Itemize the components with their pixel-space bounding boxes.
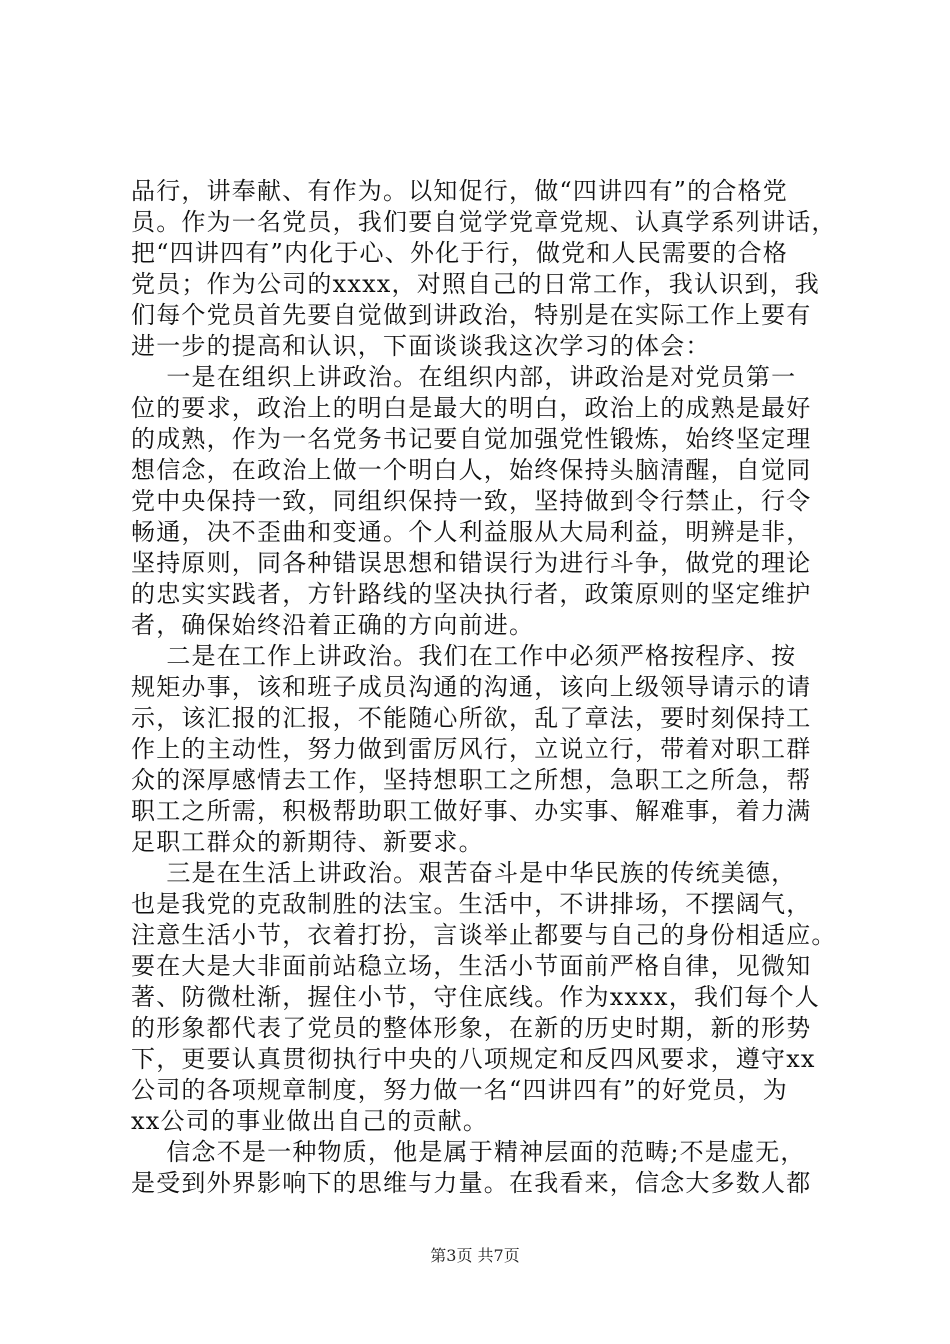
- text-line: 坚持原则，同各种错误思想和错误行为进行斗争，做党的理论: [131, 549, 812, 577]
- text-line: 是受到外界影响下的思维与力量。在我看来，信念大多数人都: [131, 1169, 812, 1197]
- text-line: 品行，讲奉献、有作为。以知促行，做“四讲四有”的合格党: [131, 177, 788, 205]
- text-line: 们每个党员首先要自觉做到讲政治，特别是在实际工作上要有: [131, 301, 812, 329]
- text-line: 员。作为一名党员，我们要自觉学党章党规、认真学系列讲话，: [131, 208, 837, 236]
- page-number-footer: 第3页 共7页: [430, 1246, 520, 1265]
- text-line: 党中央保持一致，同组织保持一致，坚持做到令行禁止，行令: [131, 487, 812, 515]
- text-line: 著、防微杜渐，握住小节，守住底线。作为xxxx，我们每个人: [131, 983, 820, 1011]
- text-line: 足职工群众的新期待、新要求。: [131, 828, 484, 856]
- text-line: 二是在工作上讲政治。我们在工作中必须严格按程序、按: [131, 642, 797, 670]
- text-line: 三是在生活上讲政治。艰苦奋斗是中华民族的传统美德，: [131, 859, 797, 887]
- text-line: 众的深厚感情去工作，坚持想职工之所想，急职工之所急，帮: [131, 766, 812, 794]
- text-line: 作上的主动性，努力做到雷厉风行，立说立行，带着对职工群: [131, 735, 812, 763]
- text-line: 信念不是一种物质，他是属于精神层面的范畴;不是虚无，: [131, 1138, 806, 1166]
- body-text: [131, 176, 837, 1199]
- text-line: 进一步的提高和认识，下面谈谈我这次学习的体会：: [131, 332, 711, 360]
- text-line: 的形象都代表了党员的整体形象，在新的历史时期，新的形势: [131, 1014, 812, 1042]
- text-line: 的忠实实践者，方针路线的坚决执行者，政策原则的坚定维护: [131, 580, 812, 608]
- text-line: 注意生活小节，衣着打扮，言谈举止都要与自己的身份相适应。: [131, 921, 837, 949]
- text-line: 下，更要认真贯彻执行中央的八项规定和反四风要求，遵守xx: [131, 1045, 816, 1073]
- text-line: 示，该汇报的汇报，不能随心所欲，乱了章法，要时刻保持工: [131, 704, 812, 732]
- text-line: 规矩办事，该和班子成员沟通的沟通，该向上级领导请示的请: [131, 673, 812, 701]
- text-line: 要在大是大非面前站稳立场，生活小节面前严格自律，见微知: [131, 952, 812, 980]
- text-line: 职工之所需，积极帮助职工做好事、办实事、解难事，着力满: [131, 797, 812, 825]
- text-line: 也是我党的克敌制胜的法宝。生活中，不讲排场，不摆阔气，: [131, 890, 812, 918]
- text-line: 者，确保始终沿着正确的方向前进。: [131, 611, 535, 639]
- text-line: 位的要求，政治上的明白是最大的明白，政治上的成熟是最好: [131, 394, 812, 422]
- text-line: 想信念，在政治上做一个明白人，始终保持头脑清醒，自觉同: [131, 456, 812, 484]
- text-line: 的成熟，作为一名党务书记要自觉加强党性锻炼，始终坚定理: [131, 425, 812, 453]
- text-line: 一是在组织上讲政治。在组织内部，讲政治是对党员第一: [131, 363, 797, 391]
- text-line: 把“四讲四有”内化于心、外化于行，做党和人民需要的合格: [131, 239, 788, 267]
- text-line: 党员；作为公司的xxxx，对照自己的日常工作，我认识到，我: [131, 270, 820, 298]
- text-line: 畅通，决不歪曲和变通。个人利益服从大局利益，明辨是非，: [131, 518, 812, 546]
- text-line: xx公司的事业做出自己的贡献。: [131, 1107, 489, 1135]
- text-line: 公司的各项规章制度，努力做一名“四讲四有”的好党员，为: [131, 1076, 788, 1104]
